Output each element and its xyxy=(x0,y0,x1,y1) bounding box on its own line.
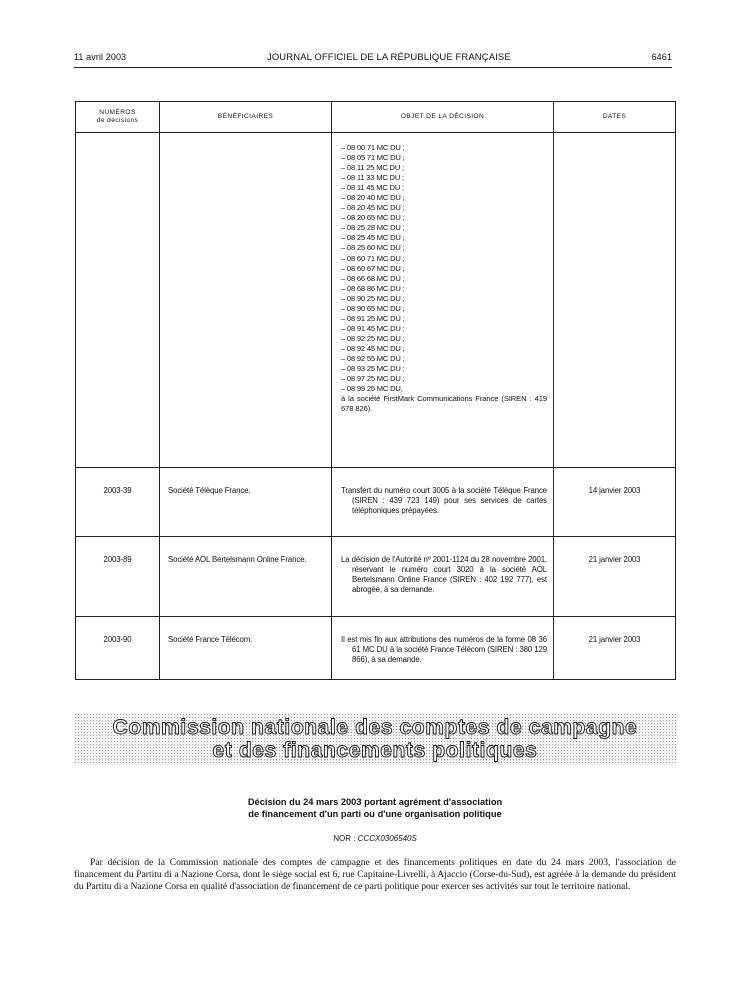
number-list-item: – 08 11 45 MC DU ; xyxy=(341,183,404,193)
table-row xyxy=(76,537,676,617)
decision-object xyxy=(332,617,554,680)
number-list-item: – 08 66 68 MC DU ; xyxy=(341,273,405,283)
number-list-item: – 08 05 71 MC DU ; xyxy=(341,153,405,163)
number-list-item: – 08 11 33 MC DU ; xyxy=(341,173,404,183)
decision-object xyxy=(332,537,554,617)
number-list-item: – 08 93 25 MC DU ; xyxy=(341,364,405,374)
cell-beneficiary-empty xyxy=(160,133,332,468)
column-header-numeros xyxy=(76,102,160,133)
journal-title: JOURNAL OFFICIEL DE LA RÉPUBLIQUE FRANÇAISE xyxy=(266,52,511,63)
beneficiary: Société Télèque France. xyxy=(160,468,332,537)
table-row xyxy=(76,617,676,680)
number-list-item: – 08 90 25 MC DU ; xyxy=(341,293,405,303)
decision-object-text: Il est mis fin aux attributions des numéros de la forme 08 36 61 MC DU à la société France Télécom (SIREN : 380 129 866), à sa demande. xyxy=(341,635,547,664)
number-list-item: – 08 90 65 MC DU ; xyxy=(341,303,405,313)
number-list-item: – 08 91 25 MC DU ; xyxy=(341,313,405,323)
number-list xyxy=(332,133,553,394)
number-list-item: – 08 92 55 MC DU ; xyxy=(341,353,405,363)
number-list-item: – 08 60 67 MC DU ; xyxy=(341,263,405,273)
continuation-tail: à la société FirstMark Communications France (SIREN : 419 678 826). xyxy=(341,394,547,414)
number-list-item: – 08 25 60 MC DU ; xyxy=(341,243,405,253)
page-header xyxy=(74,52,672,63)
number-list-item: – 08 92 45 MC DU ; xyxy=(341,343,405,353)
decision-title-line1: Décision du 24 mars 2003 portant agrément d'association xyxy=(247,797,503,807)
header-date: 11 avril 2003 xyxy=(74,52,127,62)
decision-date: 21 janvier 2003 xyxy=(554,537,676,617)
number-list-item: – 08 60 71 MC DU ; xyxy=(341,253,405,263)
number-list-item: – 08 00 71 MC DU ; xyxy=(341,143,405,152)
number-list-item: – 08 25 28 MC DU ; xyxy=(341,223,405,233)
decision-number: 2003-90 xyxy=(76,617,160,680)
decision-date: 21 janvier 2003 xyxy=(554,617,676,680)
decisions-table xyxy=(75,101,676,680)
decision-date: 14 janvier 2003 xyxy=(554,468,676,537)
column-header-objet: OBJET DE LA DÉCISION xyxy=(332,102,554,133)
section-banner-line1: Commission nationale des comptes de campagne xyxy=(112,716,638,739)
number-list-item: – 08 99 25 MC DU, xyxy=(341,384,403,394)
table-row xyxy=(76,468,676,537)
decision-number: 2003-39 xyxy=(76,468,160,537)
cell-object-continuation xyxy=(332,133,554,468)
table-row-continuation xyxy=(76,133,676,468)
decision-title xyxy=(74,796,676,820)
number-list-item: – 08 68 86 MC DU ; xyxy=(341,283,405,293)
nor-label: NOR : xyxy=(333,834,356,843)
decision-object-text: Transfert du numéro court 3005 à la société Télèque France (SIREN : 439 723 149) pour ses services de cartes téléphoniques prépayées. xyxy=(341,486,547,515)
decision-object-text: La décision de l'Autorité nº 2001-1124 du 28 novembre 2001, réservant le numéro court 3020 à la société AOL Bertelsmann Online France (SIREN : 402 192 777), est abrogée, à sa demande. xyxy=(341,555,547,594)
nor-code: CCCX0306540S xyxy=(357,834,417,843)
number-list-item: – 08 20 45 MC DU ; xyxy=(341,203,405,213)
number-list-item: – 08 20 40 MC DU ; xyxy=(341,193,405,203)
nor-reference xyxy=(74,834,676,843)
column-header-numeros-line1: NUMÉROS xyxy=(99,109,136,116)
beneficiary: Société France Télécom. xyxy=(160,617,332,680)
page-number: 6461 xyxy=(651,52,672,62)
number-list-item: – 08 97 25 MC DU ; xyxy=(341,374,405,384)
number-list-item: – 08 11 25 MC DU ; xyxy=(341,163,404,173)
cell-date-empty xyxy=(554,133,676,468)
section-banner xyxy=(74,713,676,765)
number-list-item: – 08 91 45 MC DU ; xyxy=(341,323,405,333)
column-header-numeros-line2: de décisions xyxy=(96,117,139,124)
column-header-dates: DATES xyxy=(554,102,676,133)
section-banner-line2: et des financements politiques xyxy=(212,739,538,762)
decision-number: 2003-89 xyxy=(76,537,160,617)
table-header-row xyxy=(76,102,676,133)
cell-number-empty xyxy=(76,133,160,468)
number-list-item: – 08 20 65 MC DU ; xyxy=(341,213,405,223)
decision-title-line2: de financement d'un parti ou d'une organisation politique xyxy=(248,809,502,819)
decision-object xyxy=(332,468,554,537)
header-rule xyxy=(74,67,672,68)
column-header-beneficiaires: BÉNÉFICIAIRES xyxy=(160,102,332,133)
number-list-item: – 08 25 45 MC DU ; xyxy=(341,233,405,243)
decision-body: Par décision de la Commission nationale des comptes de campagne et des financements politiques en date du 24 mars 2003, l'association de financement du Partitu di a Nazione Corsa, dont le siège social est 6, rue Capitaine-Livrelli, à Ajaccio (Corse-du-Sud), est agréée à la demande du président du Partitu di a Nazione Corsa en qualité d'association de financement de ce parti politique pour exercer ses activités sur tout le territoire national. xyxy=(74,857,676,892)
number-list-item: – 08 92 25 MC DU ; xyxy=(341,333,405,343)
beneficiary: Société AOL Bertelsmann Online France. xyxy=(160,537,332,617)
